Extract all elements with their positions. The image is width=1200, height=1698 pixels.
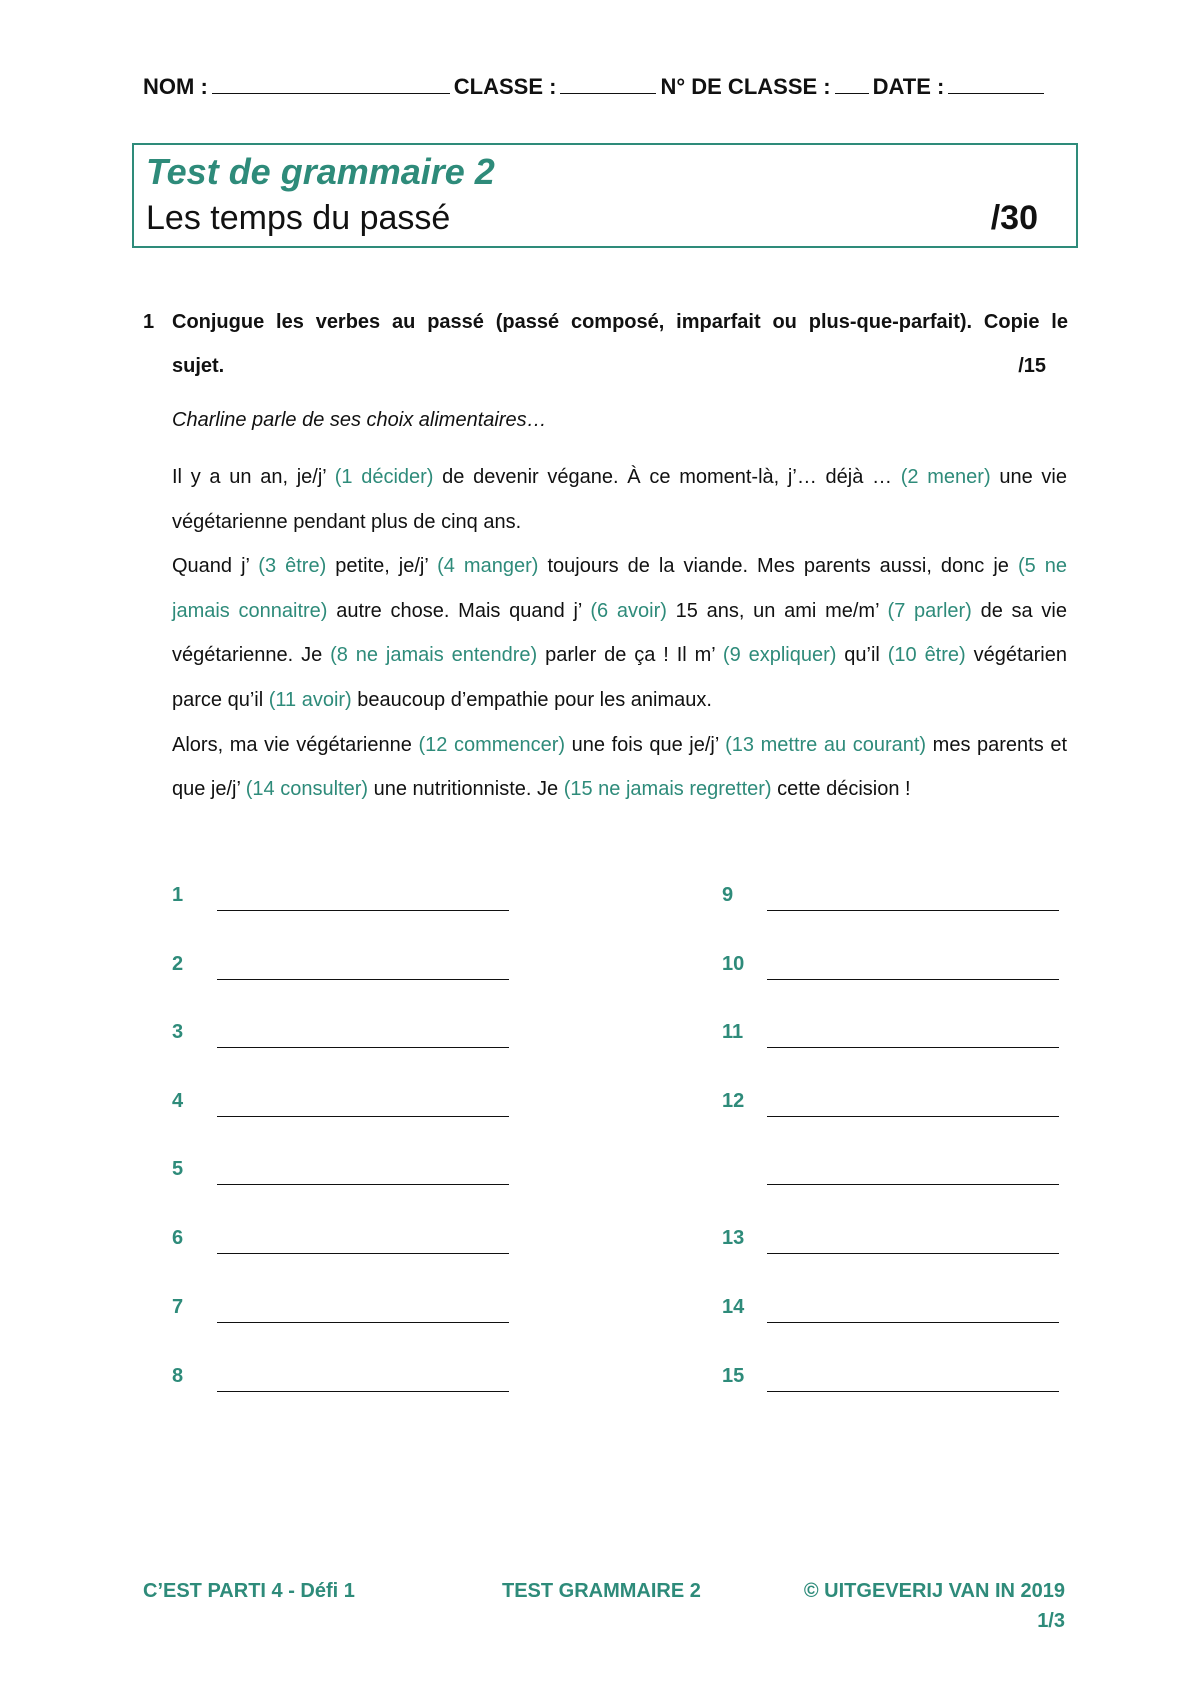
exercise-points: /15	[1018, 355, 1046, 377]
exercise-text	[172, 455, 1067, 812]
answer-row	[172, 1017, 512, 1047]
page-subtitle: Les temps du passé	[146, 199, 451, 237]
answer-number: 6	[172, 1227, 184, 1249]
text-segment: mes parents et que je/j’	[172, 733, 1067, 801]
answer-row	[172, 949, 512, 979]
exercise-number: 1	[143, 311, 155, 333]
verb-hint: (6 avoir)	[590, 599, 667, 622]
answer-number: 9	[722, 884, 734, 906]
text-segment: Alors, ma vie végétarienne	[172, 733, 419, 756]
answer-row	[722, 1361, 1062, 1391]
verb-hint: (15 ne jamais regretter)	[563, 778, 772, 801]
instruction-line-1: Conjugue les verbes au passé (passé composé, imparfait ou plus-que-parfait). Copie le	[172, 311, 1068, 333]
verb-hint: (9 expliquer)	[722, 644, 837, 667]
verb-hint: (12 commencer)	[418, 733, 566, 756]
text-paragraph-2	[172, 544, 1067, 722]
answer-number: 2	[172, 953, 184, 975]
classe-label: CLASSE :	[453, 74, 557, 99]
answer-number: 1	[172, 884, 184, 906]
nom-blank[interactable]	[212, 74, 450, 94]
text-segment: qu’il	[836, 644, 888, 667]
verb-hint: (5 ne jamais connaitre)	[172, 555, 1068, 622]
nom-label: NOM :	[143, 74, 208, 99]
text-segment: parler de ça ! Il m’	[537, 644, 723, 667]
answer-number: 4	[172, 1090, 184, 1112]
num-classe-label: N° DE CLASSE :	[660, 74, 831, 99]
text-segment: Quand j’	[172, 555, 259, 578]
answer-row	[172, 1292, 512, 1322]
answer-line[interactable]	[767, 1253, 1059, 1254]
text-segment: végétarien parce qu’il	[172, 644, 1067, 711]
text-segment: toujours de la viande. Mes parents aussi, donc je	[538, 555, 1018, 578]
answer-number: 5	[172, 1158, 184, 1180]
answer-row	[172, 1086, 512, 1116]
answer-row	[172, 880, 512, 910]
text-segment: petite, je/j’	[326, 555, 438, 578]
verb-hint: (1 décider)	[334, 466, 434, 488]
text-segment: beaucoup d’empathie pour les animaux.	[351, 688, 712, 711]
answer-line[interactable]	[767, 1184, 1059, 1185]
exercise-instruction	[143, 300, 1068, 388]
footer-test-name: TEST GRAMMAIRE 2	[502, 1580, 701, 1602]
verb-hint: (11 avoir)	[268, 688, 352, 711]
verb-hint: (2 mener)	[900, 466, 991, 488]
page-title: Test de grammaire 2	[146, 151, 495, 192]
answer-line[interactable]	[767, 1391, 1059, 1392]
verb-hint: (14 consulter)	[245, 778, 369, 801]
answer-line[interactable]	[217, 1322, 509, 1323]
answer-number: 11	[722, 1021, 744, 1043]
text-paragraph-3	[172, 723, 1067, 812]
answer-row	[172, 1223, 512, 1253]
page-number: 1/3	[1037, 1610, 1065, 1632]
answer-line[interactable]	[767, 1047, 1059, 1048]
answer-lines	[172, 880, 1067, 1400]
answer-number: 3	[172, 1021, 184, 1043]
num-classe-blank[interactable]	[835, 74, 869, 94]
answer-line[interactable]	[767, 1116, 1059, 1117]
answer-row	[722, 1154, 1062, 1184]
text-segment: autre chose. Mais quand j’	[327, 599, 591, 622]
answer-number: 10	[722, 953, 745, 975]
answer-number: 15	[722, 1365, 745, 1387]
answer-line[interactable]	[217, 1184, 509, 1185]
answer-number: 8	[172, 1365, 184, 1387]
answer-row	[722, 1086, 1062, 1116]
title-box	[132, 143, 1078, 248]
verb-hint: (13 mettre au courant)	[725, 733, 927, 756]
verb-hint: (3 être)	[258, 555, 327, 578]
exercise-intro: Charline parle de ses choix alimentaires…	[172, 409, 547, 431]
text-segment: de sa vie végétarienne. Je	[172, 599, 1067, 667]
classe-blank[interactable]	[560, 74, 656, 94]
verb-hint: (7 parler)	[887, 599, 972, 622]
header-fields	[143, 74, 1063, 100]
answer-row	[172, 1154, 512, 1184]
answer-line[interactable]	[767, 910, 1059, 911]
verb-hint: (8 ne jamais entendre)	[330, 644, 538, 667]
text-segment: une nutritionniste. Je	[368, 778, 564, 801]
answer-line[interactable]	[217, 1253, 509, 1254]
instruction-sujet: sujet.	[172, 355, 225, 377]
answer-row	[722, 949, 1062, 979]
answer-line[interactable]	[217, 910, 509, 911]
answer-number: 14	[722, 1296, 745, 1318]
text-paragraph-1	[172, 455, 1067, 544]
text-segment: Il y a un an, je/j’	[172, 466, 335, 488]
answer-row	[722, 1223, 1062, 1253]
text-segment: cette décision !	[771, 778, 911, 801]
text-segment: une vie végétarienne pendant plus de cinq ans.	[172, 466, 1067, 533]
text-segment: 15 ans, un ami me/m’	[666, 599, 888, 622]
answer-line[interactable]	[217, 979, 509, 980]
answer-line[interactable]	[217, 1116, 509, 1117]
answer-line[interactable]	[217, 1047, 509, 1048]
answer-row	[172, 1361, 512, 1391]
verb-hint: (4 manger)	[437, 555, 539, 578]
answer-row	[722, 1017, 1062, 1047]
answer-number: 13	[722, 1227, 745, 1249]
text-segment: une fois que je/j’	[565, 733, 726, 756]
text-segment: de devenir végane. À ce moment-là, j’… déjà …	[433, 466, 901, 488]
answer-line[interactable]	[767, 1322, 1059, 1323]
answer-line[interactable]	[767, 979, 1059, 980]
total-score: /30	[990, 199, 1038, 237]
answer-number: 12	[722, 1090, 745, 1112]
footer-copyright: © UITGEVERIJ VAN IN 2019	[803, 1580, 1065, 1602]
answer-number: 7	[172, 1296, 184, 1318]
answer-row	[722, 1292, 1062, 1322]
answer-row	[722, 880, 1062, 910]
answer-line[interactable]	[217, 1391, 509, 1392]
footer-book-title: C’EST PARTI 4 - Défi 1	[143, 1580, 355, 1602]
instruction-line-2	[172, 344, 1068, 388]
date-label: DATE :	[872, 74, 945, 99]
verb-hint: (10 être)	[887, 644, 966, 667]
date-blank[interactable]	[948, 74, 1044, 94]
